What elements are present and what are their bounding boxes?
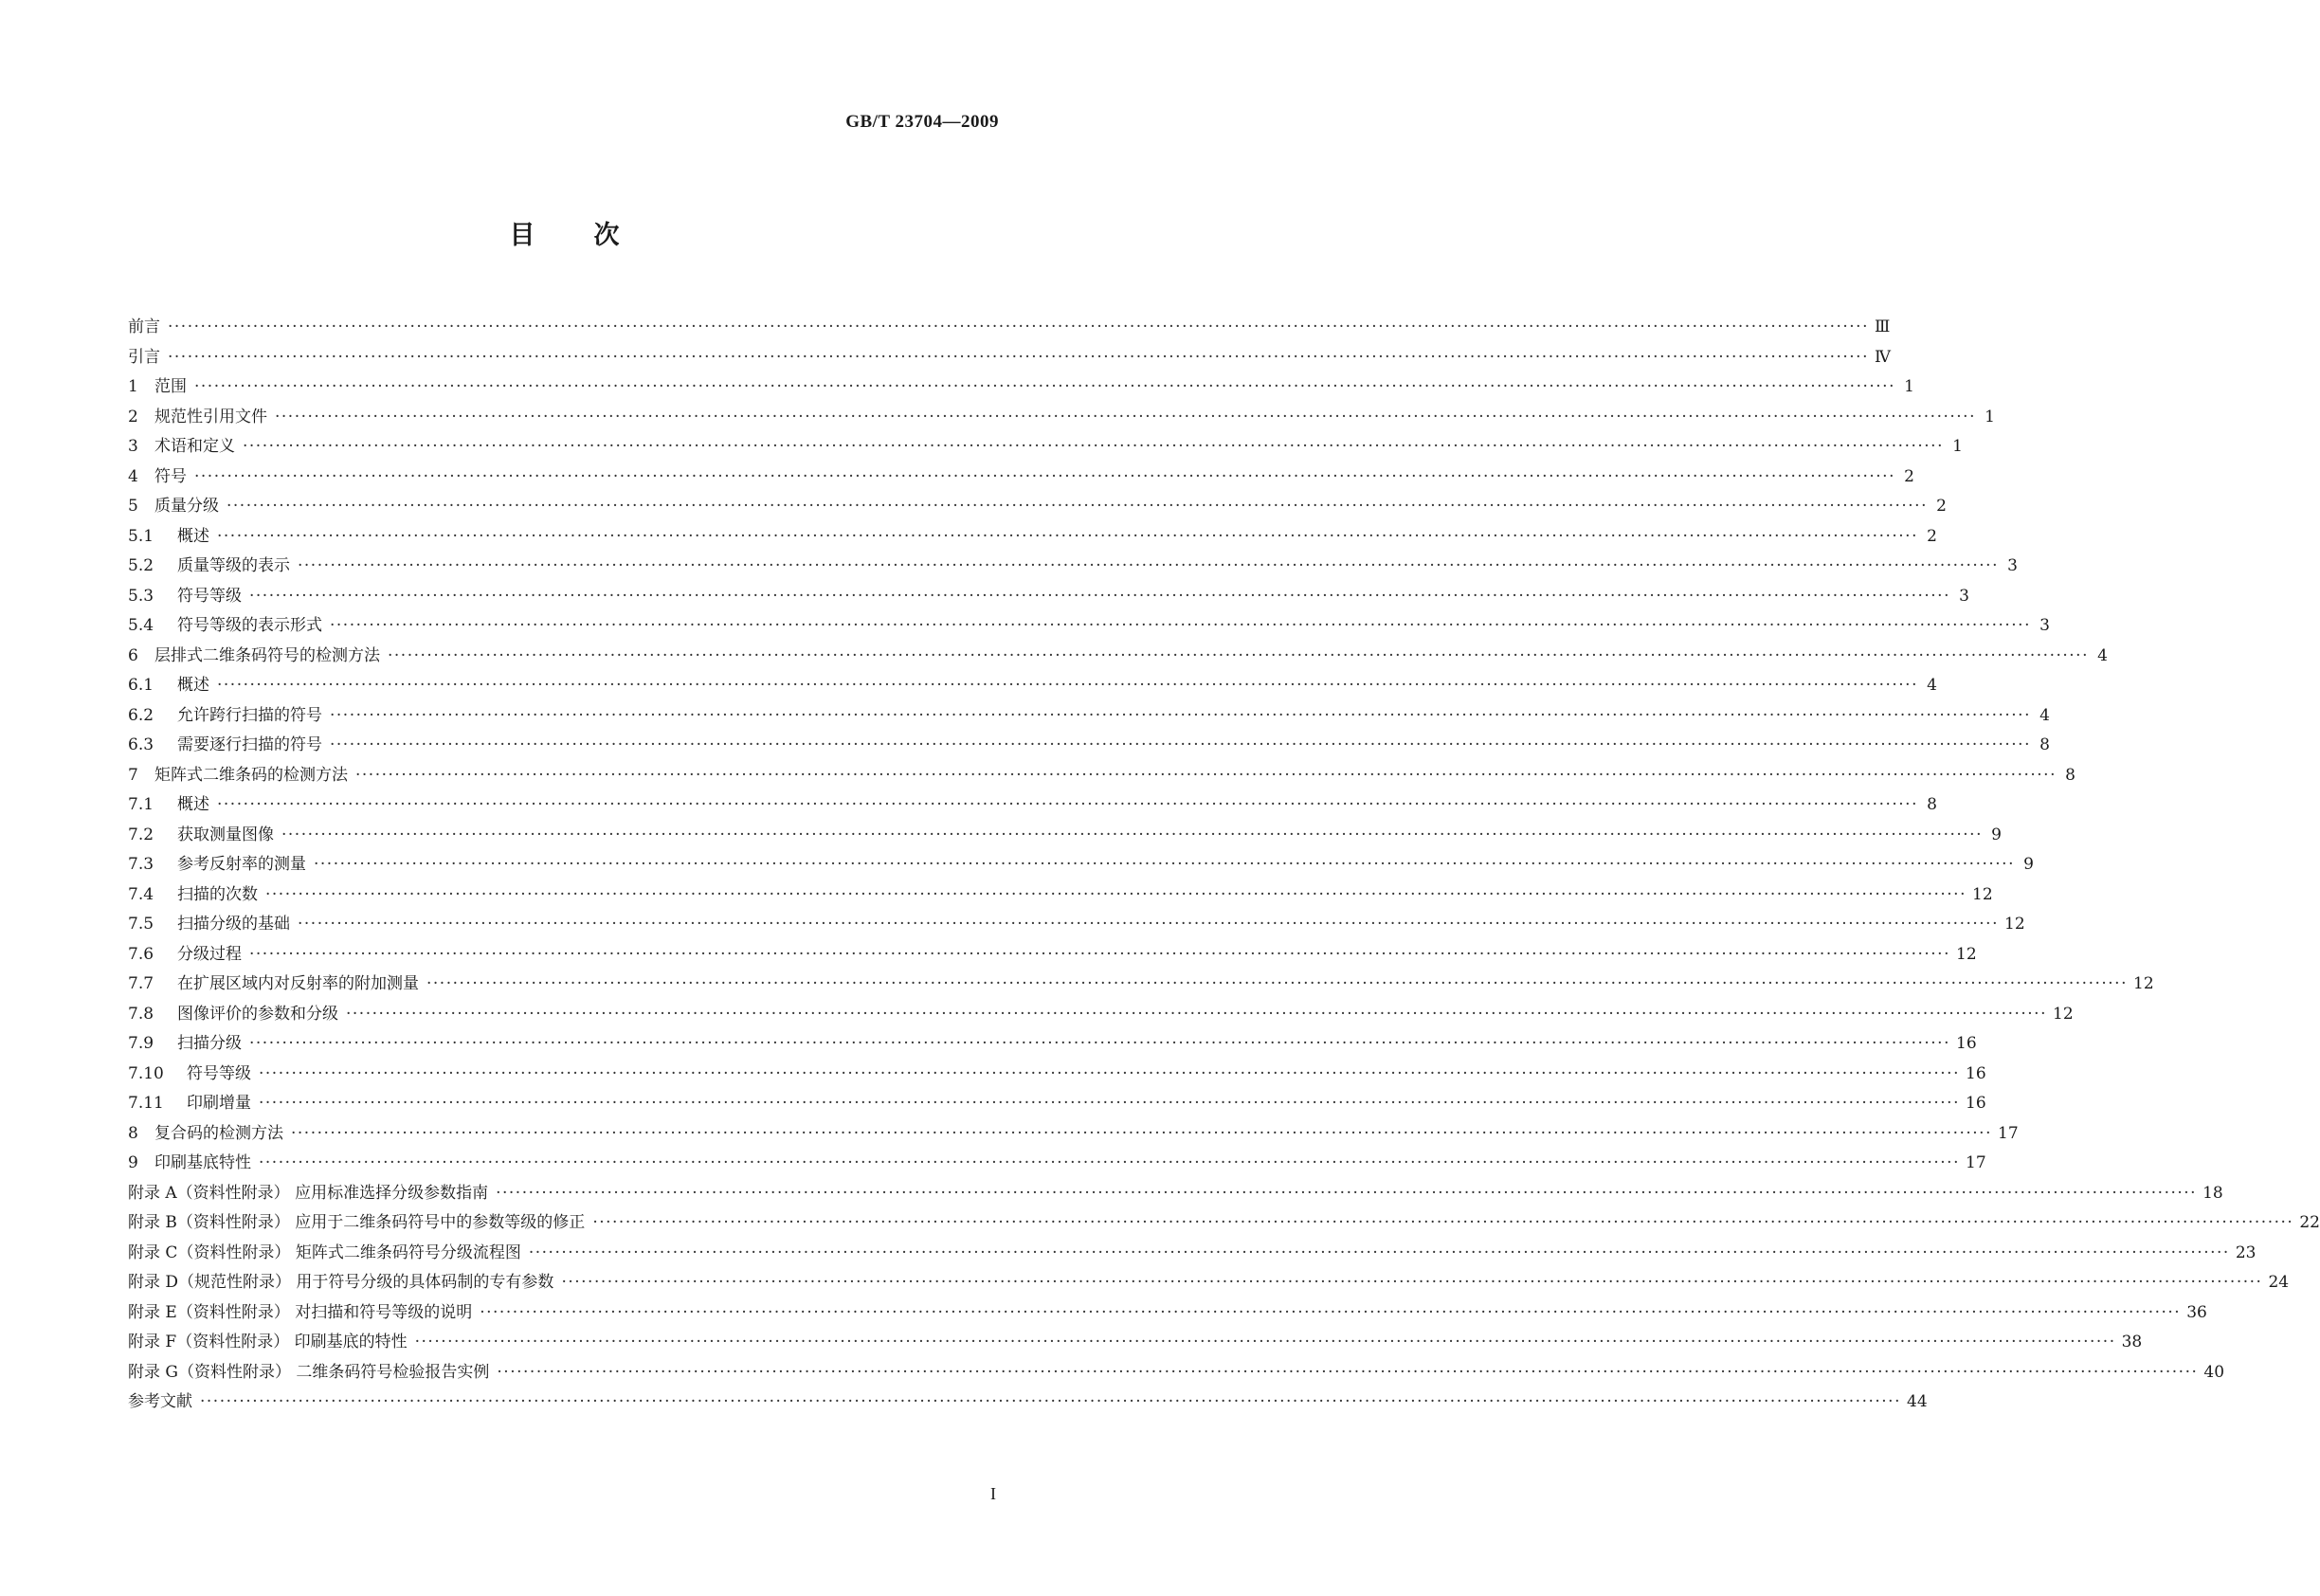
toc-entry-number: 6.3 — [128, 735, 154, 754]
toc-entry-title: 质量等级的表示 — [177, 556, 290, 575]
toc-entry[interactable] — [128, 701, 2050, 732]
toc-entry-label — [128, 910, 290, 940]
toc-entry-page: 12 — [2004, 915, 2025, 934]
toc-entry-title: 参考文献 — [128, 1392, 192, 1411]
toc-entry-page: 38 — [2121, 1333, 2143, 1351]
toc-entry-number: 1 — [128, 377, 138, 396]
toc-entry-number: 7.7 — [128, 974, 154, 993]
toc-entry-label — [128, 343, 160, 373]
toc-entry-number: 7.4 — [128, 884, 154, 904]
toc-entry[interactable] — [128, 1328, 2143, 1358]
toc-entry-page: 17 — [1966, 1153, 1986, 1172]
toc-entry-number: 7.8 — [128, 1004, 154, 1024]
toc-leader-dots: ···································································································································································································································································· — [414, 1333, 2116, 1351]
toc-entry-page: 8 — [2039, 735, 2050, 754]
toc-entry-title: 分级过程 — [177, 944, 242, 964]
toc-entry-label — [128, 1268, 553, 1298]
toc-entry-page: 8 — [2065, 765, 2075, 785]
toc-entry[interactable] — [128, 552, 2018, 582]
toc-entry-label — [128, 313, 160, 343]
toc-entry-label — [128, 850, 306, 880]
toc-entry-label — [128, 1119, 283, 1150]
toc-entry-number: 8 — [128, 1123, 138, 1143]
toc-leader-dots: ···································································································································································································································································· — [259, 1094, 1960, 1113]
toc-entry-page: 8 — [1927, 795, 1937, 814]
toc-entry[interactable] — [128, 1149, 1986, 1179]
toc-entry-label — [128, 1179, 488, 1209]
toc-entry-page: 16 — [1966, 1063, 1986, 1083]
toc-entry[interactable] — [128, 850, 2034, 880]
toc-entry-title: 附录 D（规范性附录） 用于符号分级的具体码制的专有参数 — [128, 1273, 554, 1292]
toc-entry-number: 3 — [128, 437, 138, 456]
toc-entry-page: 40 — [2203, 1362, 2225, 1382]
toc-entry-label — [128, 1000, 338, 1030]
toc-leader-dots: ···································································································································································································································································· — [259, 1153, 1960, 1172]
toc-entry-label — [128, 1239, 521, 1269]
toc-entry[interactable] — [128, 462, 1914, 493]
toc-entry-title: 符号等级 — [177, 586, 242, 606]
toc-entry-title: 扫描分级的基础 — [177, 915, 290, 934]
toc-leader-dots: ···································································································································································································································································· — [275, 407, 1976, 426]
toc-entry-number: 4 — [128, 466, 138, 486]
toc-entry-page: 18 — [2202, 1183, 2223, 1203]
standard-code: GB/T 23704—2009 — [845, 112, 999, 132]
toc-entry-number: 7.1 — [128, 795, 154, 814]
toc-leader-dots: ···································································································································································································································································· — [496, 1183, 2198, 1203]
toc-entry[interactable] — [128, 910, 2025, 940]
toc-leader-dots: ···································································································································································································································································· — [592, 1213, 2294, 1232]
toc-leader-dots: ···································································································································································································································································· — [194, 466, 1895, 486]
toc-entry-page: 2 — [1904, 466, 1914, 486]
toc-entry-title: 符号等级的表示形式 — [177, 616, 322, 635]
toc-entry[interactable] — [128, 403, 1995, 433]
toc-entry-label — [128, 403, 267, 433]
toc-entry-title: 允许跨行扫描的符号 — [177, 705, 322, 725]
toc-entry-title: 需要逐行扫描的符号 — [177, 735, 322, 754]
toc-entry-number: 6 — [128, 645, 138, 665]
toc-leader-dots: ···································································································································································································································································· — [480, 1302, 2182, 1322]
toc-entry-title: 附录 E（资料性附录） 对扫描和符号等级的说明 — [128, 1302, 473, 1322]
toc-entry-title: 附录 G（资料性附录） 二维条码符号检验报告实例 — [128, 1362, 490, 1382]
toc-entry-title: 概述 — [177, 676, 209, 695]
toc-entry-label — [128, 1358, 489, 1388]
toc-entry[interactable] — [128, 1119, 2019, 1150]
toc-entry-page: 1 — [1985, 407, 1995, 426]
toc-entry-page: Ⅳ — [1875, 347, 1891, 367]
toc-entry-page: 3 — [1959, 586, 1969, 606]
toc-entry-label — [128, 432, 235, 462]
toc-entry[interactable] — [128, 1298, 2207, 1329]
toc-entry-number: 7.3 — [128, 855, 154, 874]
toc-entry-number: 6.2 — [128, 705, 154, 725]
toc-entry-number: 7.9 — [128, 1034, 154, 1053]
toc-leader-dots: ···································································································································································································································································· — [249, 1034, 1950, 1053]
toc-entry-label — [128, 1060, 251, 1090]
toc-entry-label — [128, 1328, 408, 1358]
toc-leader-dots: ···································································································································································································································································· — [168, 317, 1869, 336]
toc-entry-label — [128, 522, 209, 553]
toc-leader-dots: ···································································································································································································································································· — [561, 1273, 2263, 1292]
toc-entry-title: 参考反射率的测量 — [177, 855, 306, 874]
toc-entry-label — [128, 970, 419, 1000]
toc-entry-page: 36 — [2186, 1302, 2207, 1322]
toc-entry-number: 5.2 — [128, 556, 154, 575]
toc-entry[interactable] — [128, 582, 1969, 612]
toc-leader-dots: ···································································································································································································································································· — [217, 526, 1918, 546]
toc-leader-dots: ···································································································································································································································································· — [528, 1242, 2230, 1262]
page-title: 目次 — [509, 221, 679, 250]
toc-entry-title: 层排式二维条码符号的检测方法 — [154, 645, 380, 665]
toc-entry-title: 图像评价的参数和分级 — [177, 1004, 338, 1024]
toc-entry-page: 23 — [2235, 1242, 2257, 1262]
toc-entry-label — [128, 611, 322, 642]
toc-entry-page: 12 — [2053, 1004, 2074, 1024]
toc-entry[interactable] — [128, 492, 1947, 522]
toc-entry[interactable] — [128, 642, 2108, 672]
toc-entry-title: 前言 — [128, 317, 160, 336]
toc-entry[interactable] — [128, 671, 1937, 701]
page-number: I — [990, 1484, 996, 1503]
toc-entry-page: 1 — [1904, 377, 1914, 396]
toc-entry-page: 24 — [2268, 1273, 2290, 1292]
toc-entry-number: 2 — [128, 407, 138, 426]
toc-entry-title: 术语和定义 — [154, 437, 235, 456]
toc-entry-page: 9 — [2023, 855, 2034, 874]
toc-leader-dots: ···································································································································································································································································· — [426, 974, 2128, 993]
toc-leader-dots: ···································································································································································································································································· — [243, 437, 1944, 456]
toc-entry-label — [128, 462, 187, 493]
toc-leader-dots: ···································································································································································································································································· — [330, 616, 2031, 635]
toc-entry-page: 16 — [1966, 1094, 1986, 1113]
toc-entry-label — [128, 1029, 242, 1060]
toc-entry-label — [128, 940, 242, 970]
toc-leader-dots: ···································································································································································································································································· — [281, 825, 1983, 844]
toc-entry[interactable] — [128, 522, 1937, 553]
toc-entry[interactable] — [128, 880, 1993, 911]
toc-entry[interactable] — [128, 1268, 2290, 1298]
toc-entry[interactable] — [128, 1358, 2225, 1388]
toc-entry-number: 7 — [128, 765, 138, 785]
toc-entry-label — [128, 761, 348, 791]
toc-entry-label — [128, 671, 209, 701]
toc-entry-title: 扫描分级 — [177, 1034, 242, 1053]
toc-leader-dots: ···································································································································································································································································· — [249, 586, 1950, 606]
toc-entry-title: 获取测量图像 — [177, 825, 274, 844]
toc-entry-page: 2 — [1936, 497, 1947, 516]
toc-entry[interactable] — [128, 1387, 1928, 1418]
toc-entry-label — [128, 880, 258, 911]
toc-leader-dots: ···································································································································································································································································· — [298, 556, 1999, 575]
toc-entry-title: 附录 B（资料性附录） 应用于二维条码符号中的参数等级的修正 — [128, 1213, 586, 1232]
toc-entry-page: 1 — [1952, 437, 1963, 456]
toc-entry-label — [128, 821, 274, 851]
table-of-contents — [128, 313, 2320, 1418]
toc-entry-page: Ⅲ — [1875, 317, 1891, 336]
toc-entry-page: 12 — [1956, 944, 1977, 964]
toc-entry-title: 在扩展区域内对反射率的附加测量 — [177, 974, 419, 993]
toc-entry-page: 12 — [2133, 974, 2154, 993]
toc-entry-title: 复合码的检测方法 — [154, 1123, 283, 1143]
toc-leader-dots: ···································································································································································································································································· — [298, 915, 1999, 934]
toc-entry-page: 3 — [2039, 616, 2050, 635]
toc-entry[interactable] — [128, 611, 2050, 642]
toc-entry-title: 印刷基底特性 — [154, 1153, 251, 1172]
toc-entry-number: 7.10 — [128, 1063, 164, 1083]
toc-entry-title: 范围 — [154, 377, 187, 396]
toc-entry[interactable] — [128, 1179, 2223, 1209]
toc-entry-number: 7.6 — [128, 944, 154, 964]
toc-entry-title: 概述 — [177, 526, 209, 546]
toc-leader-dots: ···································································································································································································································································· — [388, 645, 2089, 665]
toc-entry-label — [128, 1298, 472, 1329]
toc-entry-title: 扫描的次数 — [177, 884, 258, 904]
toc-entry[interactable] — [128, 761, 2075, 791]
toc-entry-label — [128, 1089, 251, 1119]
toc-entry-label — [128, 701, 322, 732]
toc-entry-label — [128, 1387, 192, 1418]
toc-entry-page: 4 — [2039, 705, 2050, 725]
toc-entry-title: 矩阵式二维条码的检测方法 — [154, 765, 348, 785]
toc-leader-dots: ···································································································································································································································································· — [291, 1123, 1992, 1143]
toc-leader-dots: ···································································································································································································································································· — [217, 795, 1918, 814]
toc-entry-number: 7.5 — [128, 915, 154, 934]
toc-entry-title: 质量分级 — [154, 497, 219, 516]
toc-entry[interactable] — [128, 1060, 1986, 1090]
toc-entry[interactable] — [128, 1089, 1986, 1119]
toc-entry-title: 规范性引用文件 — [154, 407, 267, 426]
toc-leader-dots: ···································································································································································································································································· — [497, 1362, 2199, 1382]
toc-leader-dots: ···································································································································································································································································· — [314, 855, 2015, 874]
toc-entry-label — [128, 1149, 251, 1179]
toc-leader-dots: ···································································································································································································································································· — [346, 1004, 2047, 1024]
toc-entry-number: 7.2 — [128, 825, 154, 844]
toc-entry-title: 附录 A（资料性附录） 应用标准选择分级参数指南 — [128, 1183, 489, 1203]
toc-entry-page: 2 — [1927, 526, 1937, 546]
toc-leader-dots: ···································································································································································································································································· — [249, 944, 1950, 964]
toc-leader-dots: ···································································································································································································································································· — [217, 676, 1918, 695]
toc-leader-dots: ···································································································································································································································································· — [355, 765, 2057, 785]
toc-leader-dots: ···································································································································································································································································· — [330, 705, 2031, 725]
toc-entry[interactable] — [128, 1029, 1977, 1060]
toc-entry-label — [128, 642, 380, 672]
toc-entry-title: 印刷增量 — [187, 1094, 251, 1113]
toc-leader-dots: ···································································································································································································································································· — [227, 497, 1928, 516]
toc-leader-dots: ···································································································································································································································································· — [330, 735, 2031, 754]
toc-entry[interactable] — [128, 940, 1977, 970]
toc-entry[interactable] — [128, 432, 1963, 462]
toc-entry-title: 引言 — [128, 347, 160, 367]
toc-entry[interactable] — [128, 821, 2002, 851]
toc-entry[interactable] — [128, 731, 2050, 761]
toc-entry-label — [128, 790, 209, 821]
toc-leader-dots: ···································································································································································································································································· — [168, 347, 1869, 367]
toc-entry-label — [128, 372, 187, 403]
toc-entry-label — [128, 552, 290, 582]
toc-entry-title: 附录 F（资料性附录） 印刷基底的特性 — [128, 1333, 408, 1351]
toc-entry-title: 符号 — [154, 466, 187, 486]
toc-leader-dots: ···································································································································································································································································· — [200, 1392, 1901, 1411]
toc-entry[interactable] — [128, 970, 2154, 1000]
toc-entry-number: 5.4 — [128, 616, 154, 635]
toc-entry-label — [128, 1208, 585, 1239]
toc-entry-title: 附录 C（资料性附录） 矩阵式二维条码符号分级流程图 — [128, 1242, 521, 1262]
toc-entry-page: 16 — [1956, 1034, 1977, 1053]
toc-entry-number: 6.1 — [128, 676, 154, 695]
toc-leader-dots: ···································································································································································································································································· — [194, 377, 1895, 396]
toc-leader-dots: ···································································································································································································································································· — [265, 884, 1967, 904]
toc-entry-number: 5.3 — [128, 586, 154, 606]
toc-entry-page: 4 — [1927, 676, 1937, 695]
toc-entry-page: 3 — [2007, 556, 2018, 575]
toc-entry[interactable] — [128, 1208, 2320, 1239]
toc-entry-title: 概述 — [177, 795, 209, 814]
toc-entry-number: 9 — [128, 1153, 138, 1172]
toc-entry-number: 5.1 — [128, 526, 154, 546]
toc-entry-label — [128, 731, 322, 761]
toc-entry-page: 17 — [1998, 1123, 2019, 1143]
toc-entry-page: 22 — [2299, 1213, 2320, 1232]
toc-entry[interactable] — [128, 343, 1891, 373]
toc-entry[interactable] — [128, 790, 1937, 821]
toc-entry-page: 9 — [1991, 825, 2002, 844]
toc-entry-page: 12 — [1972, 884, 1993, 904]
toc-entry-page: 44 — [1907, 1392, 1928, 1411]
toc-entry-label — [128, 582, 242, 612]
toc-entry-page: 4 — [2097, 645, 2108, 665]
toc-leader-dots: ···································································································································································································································································· — [259, 1063, 1960, 1083]
toc-entry[interactable] — [128, 313, 1891, 343]
toc-entry-number: 5 — [128, 497, 138, 516]
toc-entry[interactable] — [128, 1239, 2257, 1269]
toc-entry-label — [128, 492, 219, 522]
toc-entry-title: 符号等级 — [187, 1063, 251, 1083]
toc-entry[interactable] — [128, 372, 1914, 403]
toc-entry[interactable] — [128, 1000, 2074, 1030]
toc-entry-number: 7.11 — [128, 1094, 164, 1113]
